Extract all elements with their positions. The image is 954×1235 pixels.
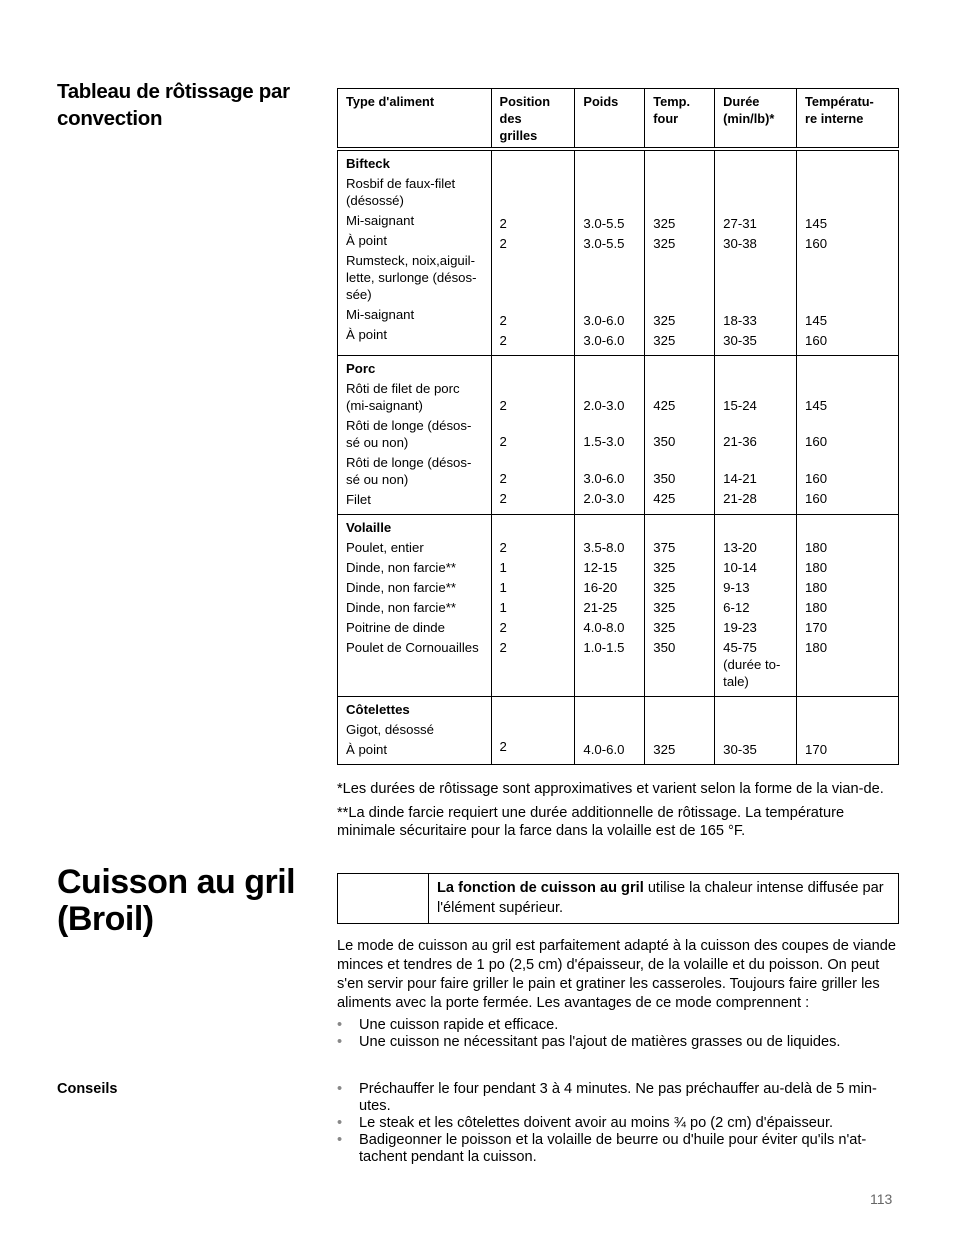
bullet-icon: •	[337, 1034, 343, 1050]
cell-value: 325	[653, 741, 676, 757]
cell-oven-temp	[645, 149, 715, 356]
bullet-icon: •	[337, 1017, 343, 1033]
header-food-type: Type d'aliment	[338, 89, 492, 149]
row-label: À point	[346, 326, 388, 342]
table-row-bifteck	[338, 149, 899, 356]
cell-value: 3.0-5.5	[583, 215, 625, 231]
cell-value: 145	[805, 312, 828, 328]
cell-food-type	[338, 514, 492, 696]
bullet-icon: •	[337, 1132, 343, 1148]
cell-value: 10-14	[723, 559, 757, 575]
info-box	[337, 873, 899, 924]
table-row-cotelettes	[338, 696, 899, 764]
cell-value: 180	[805, 539, 828, 555]
cell-value: 2	[499, 312, 507, 328]
cell-value: 1	[499, 559, 507, 575]
list-item	[337, 1132, 901, 1166]
cell-duration	[715, 149, 797, 356]
row-label: Rôti de filet de porc (mi-saignant)	[346, 380, 460, 413]
cell-value: 325	[653, 312, 676, 328]
cell-value: 145	[805, 397, 828, 413]
section-heading: Tableau de rôtissage par convection	[57, 80, 290, 130]
header-oven-temp: Temp. four	[645, 89, 715, 149]
cell-value: 180	[805, 599, 828, 615]
header-rack-position: Position des grilles	[491, 89, 575, 149]
row-label: Rosbif de faux-filet (désossé)	[346, 175, 456, 208]
cell-value: 1	[499, 599, 507, 615]
list-item-text: Une cuisson rapide et efficace.	[359, 1017, 559, 1033]
cell-weight	[575, 696, 645, 764]
cell-value: 325	[653, 215, 676, 231]
cell-value: 19-23	[723, 619, 757, 635]
cell-value: 425	[653, 397, 676, 413]
cell-value: 18-33	[723, 312, 757, 328]
cell-value: 325	[653, 619, 676, 635]
cell-value: 2	[499, 619, 507, 635]
group-label: Porc	[346, 360, 376, 376]
cell-value: 325	[653, 599, 676, 615]
cell-value: 2	[499, 332, 507, 348]
cell-value: 170	[805, 741, 828, 757]
group-label: Côtelettes	[346, 701, 410, 717]
cell-value: 350	[653, 433, 676, 449]
info-box-text	[429, 874, 898, 923]
cell-value: 2.0-3.0	[583, 490, 625, 506]
cell-value: 15-24	[723, 397, 757, 413]
cell-value: 3.0-6.0	[583, 470, 625, 486]
table-row-porc	[338, 355, 899, 514]
broil-paragraph	[337, 937, 901, 1013]
cell-value: 21-28	[723, 490, 757, 506]
cell-rack-position	[491, 149, 575, 356]
cell-rack-position	[491, 514, 575, 696]
cell-value: 2	[499, 539, 507, 555]
cell-value: 3.0-5.5	[583, 235, 625, 251]
row-label: Dinde, non farcie**	[346, 599, 456, 615]
cell-value: 170	[805, 619, 828, 635]
footnote: **La dinde farcie requiert une durée additionnelle de rôtissage. La température minimale sécuritaire pour la farce dans la volaille est de 165 °F.	[337, 804, 845, 839]
cell-value: 350	[653, 639, 676, 655]
cell-internal-temp	[797, 696, 899, 764]
cell-value: 4.0-8.0	[583, 619, 625, 635]
cell-value: 9-13	[723, 579, 750, 595]
cell-oven-temp	[645, 514, 715, 696]
cell-value: 160	[805, 490, 828, 506]
footnote: *Les durées de rôtissage sont approximatives et varient selon la forme de la vian-de.	[337, 781, 884, 797]
list-item-text: Une cuisson ne nécessitant pas l'ajout de matières grasses ou de liquides.	[359, 1034, 841, 1050]
row-label: Poulet, entier	[346, 539, 424, 555]
list-item	[337, 1017, 901, 1034]
header-weight: Poids	[575, 89, 645, 149]
info-box-rest: utilise la chaleur intense diffusée par l'élément supérieur.	[437, 880, 884, 916]
bullet-icon: •	[337, 1081, 343, 1097]
tips-heading: Conseils	[57, 1081, 118, 1097]
cell-value: 160	[805, 470, 828, 486]
cell-weight	[575, 149, 645, 356]
cell-value: 325	[653, 579, 676, 595]
bullet-icon: •	[337, 1115, 343, 1131]
cell-value: 2	[499, 433, 507, 449]
cell-value: 45-75 (durée to-tale)	[723, 639, 781, 689]
cell-internal-temp	[797, 355, 899, 514]
cell-value: 1.0-1.5	[583, 639, 625, 655]
info-box-icon-cell	[338, 874, 429, 923]
cell-food-type	[338, 149, 492, 356]
cell-duration	[715, 696, 797, 764]
tips-list	[337, 1081, 901, 1166]
cell-value: 3.5-8.0	[583, 539, 625, 555]
cell-rack-position	[491, 696, 575, 764]
cell-value: 6-12	[723, 599, 750, 615]
cell-value: 180	[805, 579, 828, 595]
row-label: Filet	[346, 491, 371, 507]
cell-oven-temp	[645, 355, 715, 514]
row-label: Rôti de longe (désos-sé ou non)	[346, 454, 472, 487]
list-item	[337, 1115, 901, 1132]
cell-value: 425	[653, 490, 676, 506]
header-duration: Durée (min/lb)*	[715, 89, 797, 149]
group-label: Bifteck	[346, 155, 390, 171]
roasting-table	[337, 88, 899, 765]
table-row-volaille	[338, 514, 899, 696]
cell-oven-temp	[645, 696, 715, 764]
cell-weight	[575, 514, 645, 696]
header-internal-temp: Températu- re interne	[797, 89, 899, 149]
cell-value: 2	[499, 639, 507, 655]
broil-heading: Cuisson au gril (Broil)	[57, 863, 296, 938]
cell-value: 1	[499, 579, 507, 595]
cell-duration	[715, 355, 797, 514]
cell-weight	[575, 355, 645, 514]
cell-internal-temp	[797, 514, 899, 696]
cell-value: 160	[805, 433, 828, 449]
cell-value: 160	[805, 332, 828, 348]
cell-value: 27-31	[723, 215, 757, 231]
cell-value: 30-38	[723, 235, 757, 251]
info-box-bold: La fonction de cuisson au gril	[437, 880, 644, 896]
cell-value: 160	[805, 235, 828, 251]
row-label: Mi-saignant	[346, 212, 415, 228]
cell-value: 12-15	[583, 559, 618, 575]
list-item	[337, 1034, 901, 1051]
cell-value: 13-20	[723, 539, 757, 555]
table-footnotes	[337, 780, 899, 846]
group-label: Volaille	[346, 519, 392, 535]
row-label: Rôti de longe (désos-sé ou non)	[346, 417, 472, 450]
page-number: 113	[870, 1191, 893, 1207]
cell-value: 2.0-3.0	[583, 397, 625, 413]
paragraph: Le mode de cuisson au gril est parfaitement adapté à la cuisson des coupes de viande minces et tendres de 1 po (2,5 cm) d'épaisseur, de la volaille et du poisson. On peut s'en servir pour faire griller le pain et gratiner les casseroles. Toujours faire griller les aliments avec la porte fermée. Les avantages de ce mode comprennent :	[337, 938, 896, 1011]
cell-value: 325	[653, 332, 676, 348]
row-label: Rumsteck, noix,aiguil-lette, surlonge (désos-sée)	[346, 252, 477, 302]
row-label: À point	[346, 741, 388, 757]
cell-value: 180	[805, 559, 828, 575]
cell-value: 21-36	[723, 433, 757, 449]
cell-value: 16-20	[583, 579, 618, 595]
cell-value: 2	[499, 235, 507, 251]
cell-duration	[715, 514, 797, 696]
row-label: Poulet de Cornouailles	[346, 639, 479, 655]
cell-food-type	[338, 696, 492, 764]
cell-internal-temp	[797, 149, 899, 356]
row-label: Dinde, non farcie**	[346, 579, 456, 595]
cell-value: 3.0-6.0	[583, 332, 625, 348]
row-label: Dinde, non farcie**	[346, 559, 456, 575]
advantages-list	[337, 1017, 901, 1051]
list-item-text: Le steak et les côtelettes doivent avoir au moins ¾ po (2 cm) d'épaisseur.	[359, 1115, 834, 1131]
list-item-text: Badigeonner le poisson et la volaille de beurre ou d'huile pour éviter qu'ils n'at-tachent pendant la cuisson.	[359, 1132, 867, 1165]
cell-value: 30-35	[723, 332, 757, 348]
cell-value: 2	[499, 470, 507, 486]
cell-value: 325	[653, 559, 676, 575]
cell-rack-position	[491, 355, 575, 514]
cell-value: 325	[653, 235, 676, 251]
cell-value: 2	[499, 738, 507, 754]
table-header-row	[338, 89, 899, 149]
cell-value: 350	[653, 470, 676, 486]
cell-value: 1.5-3.0	[583, 433, 625, 449]
cell-value: 21-25	[583, 599, 618, 615]
cell-food-type	[338, 355, 492, 514]
row-label: Gigot, désossé	[346, 721, 434, 737]
row-label: À point	[346, 232, 388, 248]
cell-value: 375	[653, 539, 676, 555]
cell-value: 14-21	[723, 470, 757, 486]
cell-value: 180	[805, 639, 828, 655]
list-item-text: Préchauffer le four pendant 3 à 4 minutes. Ne pas préchauffer au-delà de 5 min-utes.	[359, 1081, 877, 1114]
row-label: Poitrine de dinde	[346, 619, 445, 635]
cell-value: 2	[499, 490, 507, 506]
cell-value: 3.0-6.0	[583, 312, 625, 328]
cell-value: 145	[805, 215, 828, 231]
cell-value: 2	[499, 215, 507, 231]
cell-value: 30-35	[723, 741, 757, 757]
cell-value: 4.0-6.0	[583, 741, 625, 757]
cell-value: 2	[499, 397, 507, 413]
list-item	[337, 1081, 901, 1115]
row-label: Mi-saignant	[346, 306, 415, 322]
